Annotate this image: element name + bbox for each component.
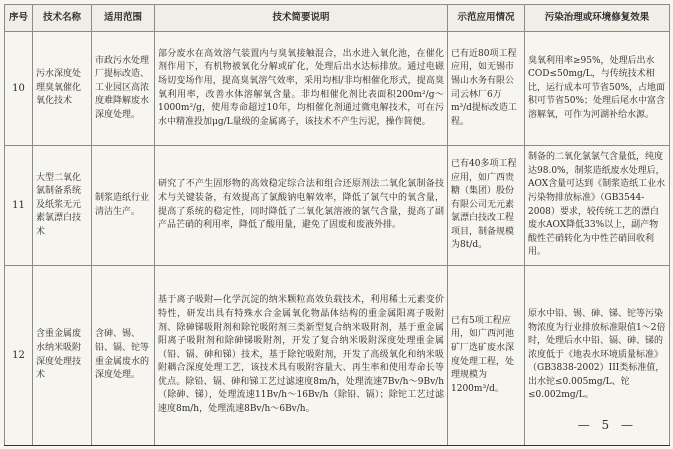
header-effect: 污染治理或环境修复效果: [525, 5, 670, 32]
table-header-row: [5, 5, 670, 32]
row-number: 11: [5, 146, 33, 266]
tech-name: 大型二氧化氯制备系统及纸浆无元素氯漂白技术: [33, 146, 92, 266]
tech-scope: 制浆造纸行业清洁生产。: [92, 146, 155, 266]
tech-name: 含重金属废水纳米吸附深度处理技术: [33, 266, 92, 446]
tech-description: 基于离子吸附—化学沉淀的纳米颗粒高效负载技术，利用稀土元素变价特性，研发出具有特殊水合金属氧化物晶体结构的重金属阳离子吸附剂、除砷锑吸附剂和除铊吸附剂三类新型复合纳米吸附剂，基于重金属阳离子吸附剂和除砷锑吸附剂，开发了复合纳米吸附深度处理重金属（铅、镉、砷和锑）技术，基于除铊吸附剂，开发了高级氧化和纳米吸附耦合深度处理工艺，该技术具有吸附容量大、再生率和使用寿命长等优点。除铅、镉、砷和锑工艺过滤速度8m/h，处理流速7Bv/h～9Bv/h（除砷、锑），处理流速11Bv/h～16Bv/h（除铅、镉）；除铊工艺过滤速度8m/h，处理流速8Bv/h～6Bv/h。: [155, 266, 448, 446]
header-name: 技术名称: [33, 5, 92, 32]
page-number: — 5 —: [577, 418, 637, 432]
tech-name: 污水深度处理臭氧催化氧化技术: [33, 32, 92, 146]
tech-effect: 原水中铅、锡、砷、锑、铊等污染物浓度为行业排放标准限值1～2倍时，处理后水中铅、镉、砷、锑的浓度低于《地表水环境质量标准》（GB3838-2002）III类标准值，出水铊≤0.005mg/L、铊≤0.002mg/L。: [525, 266, 670, 446]
table-row: [5, 146, 670, 266]
tech-demo: 已有5项工程应用，如广西河池矿厂选矿废水深度处理工程，处理规模为1200m³/d。: [448, 266, 525, 446]
header-demo: 示范应用情况: [448, 5, 525, 32]
tech-effect: 制备的二氧化氯氯气含量低，纯度达98.0%，制浆造纸废水处理后，AOX含量可达到《制浆造纸工业水污染物排放标准》（GB3544-2008）要求，较传统工艺的漂白废水AOX降低33%以上，副产物酸性芒硝转化为中性芒硝回收利用。: [525, 146, 670, 266]
table-row: [5, 266, 670, 446]
row-number: 10: [5, 32, 33, 146]
tech-scope: 含砷、锡、铅、镉、铊等重金属废水的深度处理。: [92, 266, 155, 446]
technology-table: [4, 4, 670, 446]
tech-scope: 市政污水处理厂提标改造、工业园区高浓度难降解废水深度处理。: [92, 32, 155, 146]
header-no: 序号: [5, 5, 33, 32]
tech-description: 部分废水在高效溶气装置内与臭氧接触混合，出水进入氧化池，在催化剂作用下，有机物被氧化分解或矿化，处理后出水达标排放。通过电磁场切变场作用，提高臭氧溶气效率，采用均相/非均相催化形式，提高臭氧利用率，改善水体溶解氧含量。非均相催化剂比表面积200m²/g～1000m²/g，使用寿命超过10年，均相催化剂通过微电解技术，可在污水中精准投加μg/L量级的金属离子，该技术不产生污泥，操作简便。: [155, 32, 448, 146]
header-scope: 适用范围: [92, 5, 155, 32]
header-desc: 技术简要说明: [155, 5, 448, 32]
row-number: 12: [5, 266, 33, 446]
tech-demo: 已有近80项工程应用，如无锡市锡山水务有限公司云林厂6万m³/d提标改造工程。: [448, 32, 525, 146]
tech-demo: 已有40多项工程应用，如广西贵糖（集团）股份有限公司无元素氯漂白技改工程项目，制备规模为8t/d。: [448, 146, 525, 266]
table-row: [5, 32, 670, 146]
tech-effect: 臭氧利用率≥95%，处理后出水COD≤50mg/L，与传统技术相比，运行成本可节省50%，占地面积可节省50%；处理后尾水中富含溶解氧，可作为河湖补给水源。: [525, 32, 670, 146]
tech-description: 研究了不产生固形物的高效稳定综合法和组合还原剂法二氧化氯制备技术与关键装备，有效提高了氯酸钠电解效率，降低了氯气中的氧含量，提高了系统的稳定性，同时降低了二氧化氯溶液的氯气含量，提高了副产品芒硝的利用率，降低了酸用量，避免了固废和废液外排。: [155, 146, 448, 266]
